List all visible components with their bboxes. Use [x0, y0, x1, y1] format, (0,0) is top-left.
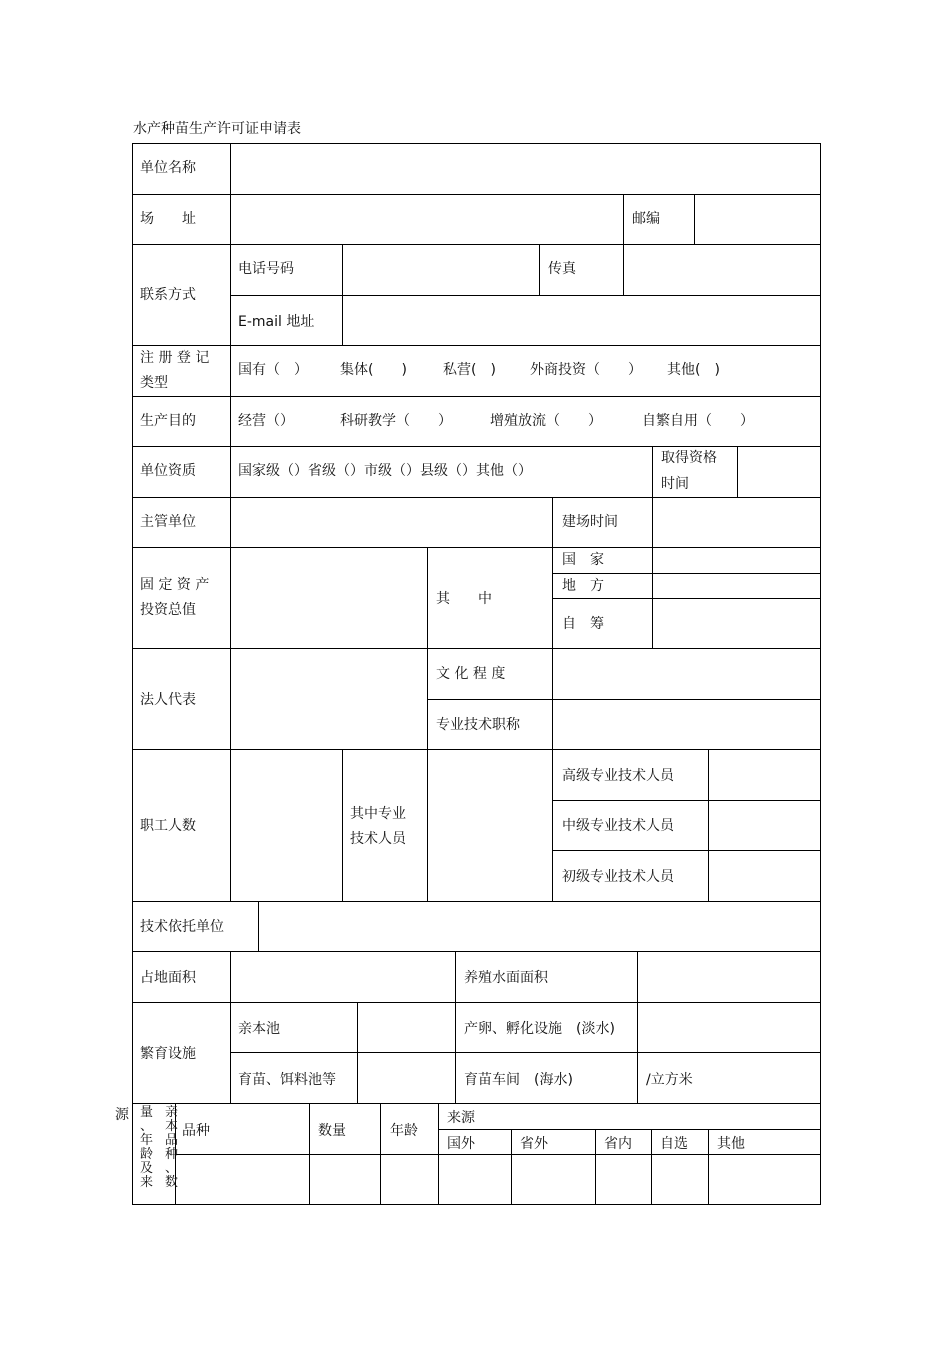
breeding-stock-vertical-label-col1: 量 、年 龄 及 来	[140, 1105, 154, 1190]
qualification-time-field[interactable]	[738, 447, 820, 497]
qualification-options[interactable]: 国家级（）省级（）市级（）县级（）其他（）	[238, 463, 532, 479]
reg-type-label-line1: 注 册 登 记	[140, 350, 210, 366]
qualification-label: 单位资质	[140, 463, 196, 479]
age-label: 年龄	[390, 1123, 418, 1139]
phone-label: 电话号码	[238, 261, 294, 277]
supervisor-label: 主管单位	[140, 514, 196, 530]
supervisor-field[interactable]	[231, 498, 552, 547]
prof-title-label: 专业技术职称	[436, 717, 520, 733]
staff-label: 职工人数	[140, 818, 196, 834]
reg-type-option-private[interactable]: 私营( )	[443, 362, 496, 378]
reg-type-option-collective[interactable]: 集体( )	[340, 362, 407, 378]
legal-rep-label: 法人代表	[140, 692, 196, 708]
email-field[interactable]	[343, 296, 820, 345]
purpose-option-research[interactable]: 科研教学（ ）	[340, 413, 452, 429]
assets-label-line1: 固 定 资 产	[140, 577, 210, 593]
senior-label: 高级专业技术人员	[562, 768, 674, 784]
source-self-select-label: 自选	[660, 1136, 688, 1152]
unit-name-field[interactable]	[231, 144, 820, 194]
purpose-label: 生产目的	[140, 413, 196, 429]
source-other-province-label: 省外	[520, 1136, 548, 1152]
parent-pool-label: 亲本池	[238, 1021, 280, 1037]
site-label: 场 址	[140, 211, 196, 227]
email-label: E-mail 地址	[238, 314, 315, 330]
among-label: 其 中	[436, 591, 492, 607]
quantity-label: 数量	[318, 1123, 346, 1139]
fax-label: 传真	[548, 261, 576, 277]
breeding-stock-vertical-label-col2: 亲 本 品 种 、 数	[165, 1105, 179, 1190]
self-raised-label: 自 筹	[562, 616, 604, 632]
assets-label-line2: 投资总值	[140, 602, 196, 618]
qual-time-label-line1: 取得资格	[661, 450, 717, 466]
water-area-label: 养殖水面面积	[464, 970, 548, 986]
spawn-label: 产卵、孵化设施 (淡水)	[464, 1021, 615, 1037]
unit-name-label: 单位名称	[140, 160, 196, 176]
form-title: 水产种苗生产许可证申请表	[133, 121, 301, 137]
reg-type-label-line2: 类型	[140, 375, 168, 391]
cubic-meter-label: /立方米	[646, 1072, 693, 1088]
water-area-field[interactable]	[638, 952, 820, 1002]
site-field[interactable]	[231, 195, 623, 244]
among-prof-label-line2: 技术人员	[350, 831, 406, 847]
purpose-option-business[interactable]: 经营（）	[238, 413, 294, 429]
legal-rep-field[interactable]	[231, 649, 427, 749]
education-label: 文 化 程 度	[436, 666, 506, 682]
assets-total-field[interactable]	[231, 548, 427, 648]
land-area-field[interactable]	[231, 952, 455, 1002]
tech-support-label: 技术依托单位	[140, 919, 224, 935]
tech-support-field[interactable]	[259, 902, 820, 951]
reg-type-option-foreign[interactable]: 外商投资（ ）	[530, 362, 642, 378]
land-area-label: 占地面积	[140, 970, 196, 986]
fax-field[interactable]	[624, 245, 820, 295]
postcode-label: 邮编	[632, 211, 660, 227]
reg-type-option-state[interactable]: 国有（ ）	[238, 362, 308, 378]
nursery-pool-label: 育苗、饵料池等	[238, 1072, 336, 1088]
source-label: 来源	[447, 1110, 475, 1126]
facility-label: 繁育设施	[140, 1046, 196, 1062]
source-in-province-label: 省内	[604, 1136, 632, 1152]
purpose-option-release[interactable]: 增殖放流（ ）	[490, 413, 602, 429]
among-prof-label-line1: 其中专业	[350, 806, 406, 822]
phone-field[interactable]	[343, 245, 539, 295]
postcode-field[interactable]	[695, 195, 820, 244]
source-others-label: 其他	[717, 1136, 745, 1152]
source-vertical-char: 源	[115, 1107, 129, 1123]
staff-count-field[interactable]	[231, 750, 342, 901]
build-time-field[interactable]	[653, 498, 820, 547]
reg-type-option-other[interactable]: 其他( )	[667, 362, 720, 378]
qual-time-label-line2: 时间	[661, 476, 689, 492]
junior-label: 初级专业技术人员	[562, 869, 674, 885]
build-time-label: 建场时间	[562, 514, 618, 530]
nursery-room-label: 育苗车间 (海水)	[464, 1072, 573, 1088]
contact-label: 联系方式	[140, 287, 196, 303]
national-label: 国 家	[562, 552, 604, 568]
breed-label: 品种	[182, 1123, 210, 1139]
source-abroad-label: 国外	[447, 1136, 475, 1152]
middle-label: 中级专业技术人员	[562, 818, 674, 834]
local-label: 地 方	[562, 578, 604, 594]
purpose-option-self-use[interactable]: 自繁自用（ ）	[642, 413, 754, 429]
